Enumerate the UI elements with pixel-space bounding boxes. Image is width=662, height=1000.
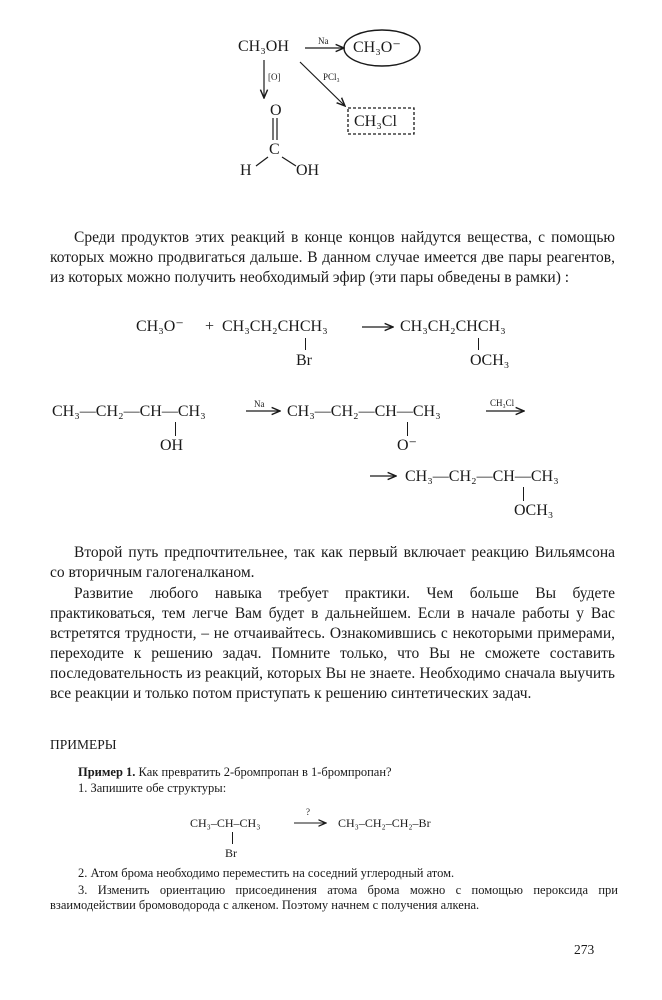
example1-right: CH₃–CH₂–CH₂–Br <box>338 816 431 830</box>
page-number: 273 <box>574 942 595 957</box>
example1-step1: 1. Запишите обе структуры: <box>78 781 227 795</box>
section-heading: ПРИМЕРЫ <box>50 737 117 752</box>
scheme1-chloride: CH₃Cl <box>354 113 397 130</box>
example1-step3: 3. Изменить ориентацию присоединения атома брома можно с помощью пероксида при взаимодействии бромоводорода с алкеном. Поэтому начнем с получения алкена. <box>50 883 618 912</box>
example1-step2: 2. Атом брома необходимо переместить на соседний углеродный атом. <box>78 866 455 880</box>
eq1-product: CH₃CH₂CHCH₃ <box>400 318 506 335</box>
scheme1-alkoxide: CH₃O⁻ <box>353 39 401 56</box>
example1-question: Как превратить 2-бромпропан в 1-бромпропан? <box>138 765 392 779</box>
paragraph-1: Среди продуктов этих реакций в конце концов найдутся вещества, с помощью которых можно продвигаться дальше. В данном случае имеется две пары реагентов, из которых можно получить необходимый эфир (эти пары обведены в рамки) : <box>50 229 615 286</box>
eq2-o-minus: O⁻ <box>397 437 417 454</box>
scheme1-reagent-pcl: PCl₃ <box>323 72 340 82</box>
eq2-reagent-ch3cl: CH₃Cl <box>490 398 515 408</box>
example1-left-br: Br <box>225 846 237 860</box>
scheme1-methanol: CH₃OH <box>238 38 289 55</box>
eq1-reactant2: CH₃CH₂CHCH₃ <box>222 318 328 335</box>
eq2-product: CH₃—CH₂—CH—CH₃ <box>405 468 559 485</box>
scheme1-reagent-na: Na <box>318 36 329 46</box>
eq2-oh: OH <box>160 437 184 454</box>
scheme1-reagent-ox: [O] <box>268 72 281 82</box>
paragraph-2: Второй путь предпочтительнее, так как первый включает реакцию Вильямсона со вторичным галогеналканом. <box>50 544 615 581</box>
example1-label: Пример 1. <box>78 765 136 779</box>
eq2-reactant: CH₃—CH₂—CH—CH₃ <box>52 403 206 420</box>
eq1-reactant1: CH₃O⁻ <box>136 318 184 335</box>
acid-h: H <box>240 162 252 179</box>
eq1-br: Br <box>296 352 312 369</box>
eq1-plus: + <box>205 318 215 335</box>
example1-left: CH₃–CH–CH₃ <box>190 816 261 830</box>
acid-c: C <box>269 141 280 158</box>
acid-o: O <box>270 102 282 119</box>
acid-oh: OH <box>296 162 320 179</box>
example1-reagent-q: ? <box>306 807 310 817</box>
eq2-och3: OCH₃ <box>514 502 554 519</box>
paragraph-3: Развитие любого навыка требует практики. Чем больше Вы будете практиковаться, тем легче Вам будет в дальнейшем. Если в начале работы у Вас встретятся трудности, – не отчаивайтесь. Ознакомившись с некоторыми примерами, переходите к решению задач. Помните только, что Вы не сможете составить последовательность из реакций, которых Вы не знаете. Необходимо сначала выучить все реакции и только потом приступать к решению синтетических задач. <box>50 585 615 702</box>
eq2-reagent-na: Na <box>254 399 265 409</box>
eq1-och3: OCH₃ <box>470 352 510 369</box>
eq2-intermediate: CH₃—CH₂—CH—CH₃ <box>287 403 441 420</box>
